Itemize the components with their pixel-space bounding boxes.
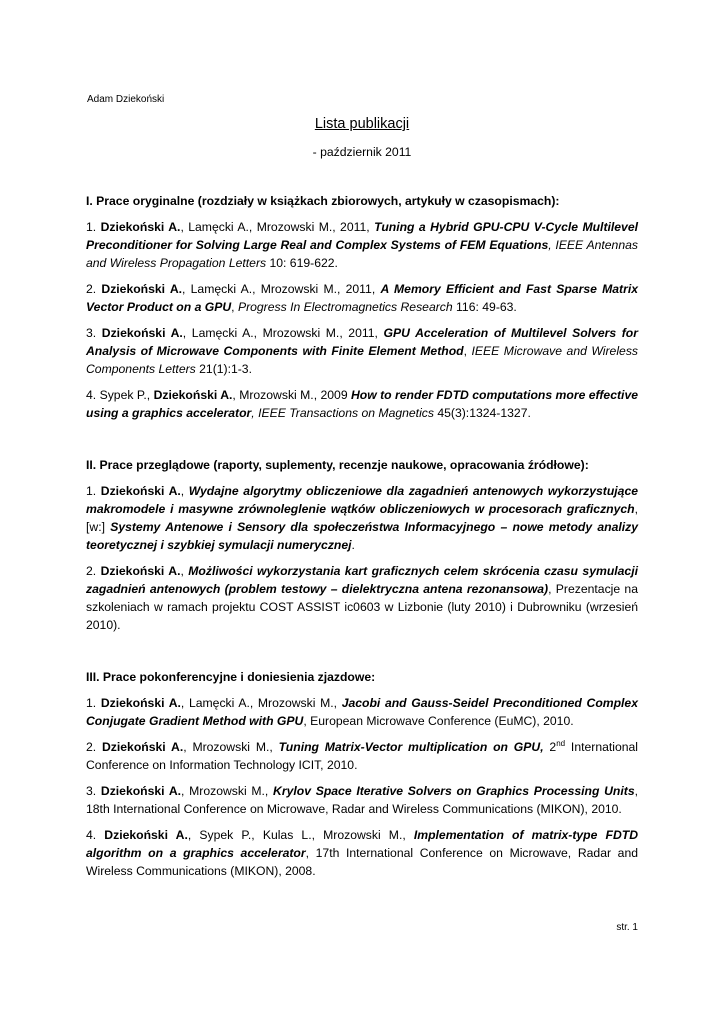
publication-title: Krylov Space Iterative Solvers on Graphics Processing Units (273, 784, 635, 798)
author-highlight: Dziekoński A. (101, 326, 183, 340)
publication-entry: 1. Dziekoński A., Lamęcki A., Mrozowski M., Jacobi and Gauss-Seidel Preconditioned Complex Conjugate Gradient Method with GPU, European Microwave Conference (EuMC), 2010. (86, 696, 638, 728)
section-heading-original-works: I. Prace oryginalne (rozdziały w książkach zbiorowych, artykuły w czasopismach): (86, 194, 560, 208)
publication-venue: Systemy Antenowe i Sensory dla społeczeństwa Informacyjnego – nowe metody analizy teoretycznej i szybkiej symulacji numerycznej (86, 520, 638, 552)
publication-entry: 4. Sypek P., Dziekoński A., Mrozowski M., 2009 How to render FDTD computations more effective using a graphics accelerator, IEEE Transactions on Magnetics 45(3):1324-1327. (86, 388, 638, 420)
author-highlight: Dziekoński A. (100, 564, 181, 578)
publication-entry: 4. Dziekoński A., Sypek P., Kulas L., Mrozowski M., Implementation of matrix-type FDTD algorithm on a graphics accelerator, 17th International Conference on Microwave, Radar and Wireless Communications (MIKON), 2008. (86, 828, 639, 878)
publication-title: Tuning a Hybrid GPU-CPU V-Cycle Multilevel Preconditioner for Solving Large Real and Complex Systems of FEM Equations (86, 220, 638, 252)
publication-entry: 3. Dziekoński A., Lamęcki A., Mrozowski M., 2011, GPU Acceleration of Multilevel Solvers for Analysis of Microwave Components with Finite Element Method, IEEE Microwave and Wireless Components Letters 21(1):1-3. (86, 326, 639, 376)
publication-venue: IEEE Transactions on Magnetics (258, 406, 434, 420)
publication-list (86, 192, 638, 888)
author-highlight: Dziekoński A. (100, 784, 182, 798)
publication-entry: 2. Dziekoński A., Mrozowski M., Tuning Matrix-Vector multiplication on GPU, 2nd International Conference on Information Technology ICIT, 2010. (86, 738, 639, 772)
publication-title: Możliwości wykorzystania kart graficznych celem skrócenia czasu symulacji zagadnień antenowych (problem testowy – dielektryczna antena rezonansowa) (86, 564, 638, 596)
page-number: str. 1 (616, 922, 638, 933)
publication-venue: IEEE Microwave and Wireless Components Letters (86, 344, 639, 376)
author-highlight: Dziekoński A. (100, 696, 181, 710)
document-title: Lista publikacji (314, 116, 410, 132)
publication-title: Tuning Matrix-Vector multiplication on GPU, (278, 740, 544, 754)
publication-venue: IEEE Antennas and Wireless Propagation Letters (86, 238, 638, 270)
publication-entry: 1. Dziekoński A., Lamęcki A., Mrozowski M., 2011, Tuning a Hybrid GPU-CPU V-Cycle Multilevel Preconditioner for Solving Large Real and Complex Systems of FEM Equations, IEEE Antennas and Wireless Propagation Letters 10: 619-622. (86, 220, 638, 270)
author-highlight: Dziekoński A. (104, 828, 188, 842)
author-highlight: Dziekoński A. (101, 282, 183, 296)
publication-title: How to render FDTD computations more effective using a graphics accelerator (86, 388, 638, 420)
publication-title: Wydajne algorytmy obliczeniowe dla zagadnień antenowych wykorzystujące makromodele i masywne zrównoleglenie wątków obliczeniowych w procesorach graficznych (86, 484, 638, 516)
author-highlight: Dziekoński A. (153, 388, 233, 402)
publication-title: Implementation of matrix-type FDTD algorithm on a graphics accelerator (86, 828, 638, 860)
section-heading-conference-works: III. Prace pokonferencyjne i doniesienia zjazdowe: (86, 670, 376, 684)
publication-venue: Progress In Electromagnetics Research (237, 300, 453, 314)
ordinal-suffix: nd (556, 738, 566, 748)
publication-entry: 2. Dziekoński A., Lamęcki A., Mrozowski M., 2011, A Memory Efficient and Fast Sparse Matrix Vector Product on a GPU, Progress In Electromagnetics Research 116: 49-63. (86, 282, 639, 314)
publication-title: Jacobi and Gauss-Seidel Preconditioned Complex Conjugate Gradient Method with GPU (86, 696, 638, 728)
author-highlight: Dziekoński A. (102, 740, 184, 754)
publication-title: GPU Acceleration of Multilevel Solvers for Analysis of Microwave Components with Finite Element Method (86, 326, 638, 358)
publication-entry: 1. Dziekoński A., Wydajne algorytmy obliczeniowe dla zagadnień antenowych wykorzystujące makromodele i masywne zrównoleglenie wątków obliczeniowych w procesorach graficznych, [w:] Systemy Antenowe i Sensory dla społeczeństwa Informacyjnego – nowe metody analizy teoretycznej i szybkiej symulacji numerycznej. (86, 484, 638, 552)
publication-entry: 2. Dziekoński A., Możliwości wykorzystania kart graficznych celem skrócenia czasu symulacji zagadnień antenowych (problem testowy – dielektryczna antena rezonansowa), Prezentacje na szkoleniach w ramach projektu COST ASSIST ic0603 w Lizbonie (luty 2010) i Dubrowniku (wrzesień 2010). (86, 564, 638, 632)
publication-title: A Memory Efficient and Fast Sparse Matrix Vector Product on a GPU (86, 282, 639, 314)
author-name: Adam Dziekoński (87, 94, 165, 105)
author-highlight: Dziekoński A. (100, 484, 181, 498)
document-date: - październik 2011 (312, 145, 412, 159)
section-heading-review-works: II. Prace przeglądowe (raporty, suplementy, recenzje naukowe, opracowania źródłowe): (86, 458, 589, 472)
publication-entry: 3. Dziekoński A., Mrozowski M., Krylov Space Iterative Solvers on Graphics Processing Units, 18th International Conference on Microwave, Radar and Wireless Communications (MIKON), 2010. (86, 784, 638, 816)
author-highlight: Dziekoński A. (100, 220, 181, 234)
